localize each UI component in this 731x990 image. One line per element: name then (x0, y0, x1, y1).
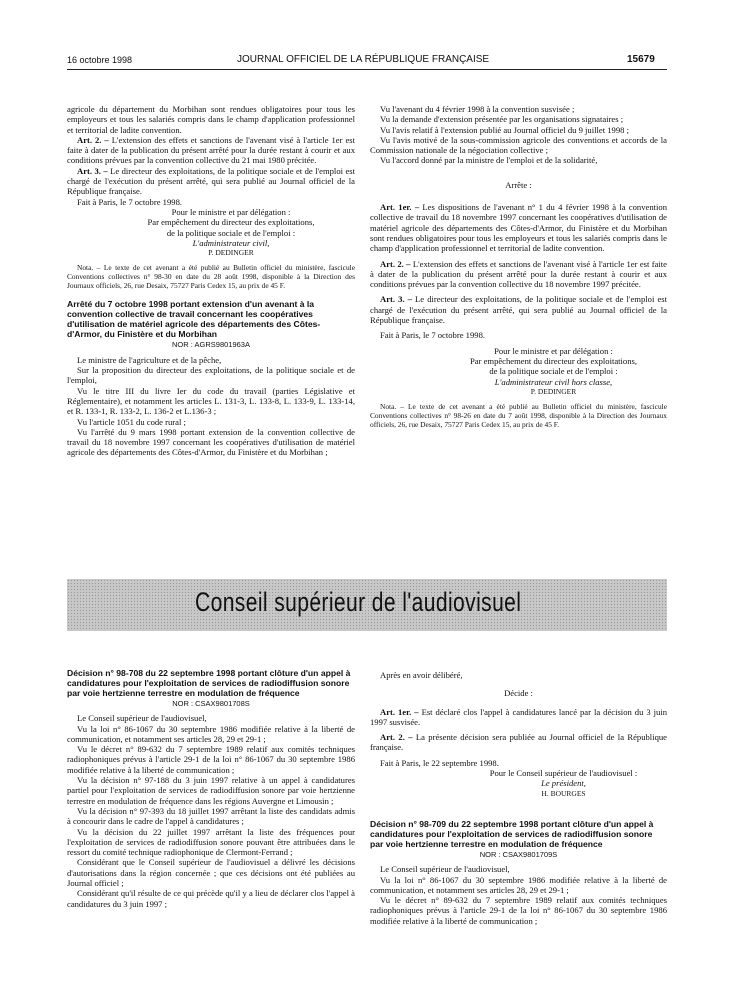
article-text: Les dispositions de l'avenant n° 1 du 4 février 1998 à la convention collective de travail du 18 novembre 1997 concernant les coopératives d'utilisation de matériel agricole des départements des Côtes-d'Armor, du Finistère et du Morbihan sont rendues obligatoires pour tous les employeurs et tous les salariés compris dans le champ d'application professionnel et territorial de ladite convention. (370, 202, 667, 254)
article-2 (370, 732, 667, 753)
nor-reference: NOR : AGRS9801963A (172, 340, 250, 350)
top-right-column (370, 104, 667, 429)
done-line: Fait à Paris, le 7 octobre 1998. (77, 196, 183, 207)
section-title: Conseil supérieur de l'audiovisuel (195, 587, 522, 617)
signature-line: de la politique sociale et de l'emploi : (489, 366, 618, 377)
done-line: Fait à Paris, le 22 septembre 1998. (380, 757, 499, 768)
signature-line: de la politique sociale et de l'emploi : (166, 227, 296, 238)
nota-note: Nota. – Le texte de cet avenant a été publié au Bulletin officiel du ministère, fascicule Conventions collectives n° 98-30 en date du 28 août 1998, disponible à la Direction des Journaux officiels, 26, rue Desaix, 75727 Paris Cedex 15, au prix de 45 F. (67, 263, 355, 291)
signatory-name: P. DEDINGER (208, 248, 254, 258)
signature-line: Le président, (541, 778, 586, 789)
section-banner (67, 579, 667, 631)
header-date: 16 octobre 1998 (67, 55, 133, 65)
paragraph: Considérant qu'il résulte de ce qui précède qu'il y a lieu de déclarer clos l'appel à candidatures du 3 juin 1997 ; (67, 888, 355, 909)
header-page-number: 15679 (627, 54, 655, 65)
arrete-line: Arrête : (505, 179, 532, 190)
top-left-column (67, 104, 355, 458)
header-rule (67, 69, 667, 70)
paragraph: Vu le décret n° 89-632 du 7 septembre 1989 relatif aux comités techniques radiophoniques prévus à l'article 29-1 de la loi n° 86-1067 du 30 septembre 1986 modifiée relative à la liberté de communication ; (370, 895, 667, 926)
paragraph: Considérant que le Conseil supérieur de l'audiovisuel a délivré les décisions d'autorisations dans la région concernée ; que ces décisions ont été publiées au Journal officiel ; (67, 857, 355, 889)
article-text: Le directeur des exploitations, de la politique sociale et de l'emploi est chargé de l'exécution du présent arrêté, qui sera publié au Journal officiel de la République française. (67, 165, 355, 197)
paragraph: Sur la proposition du directeur des exploitations, de la politique sociale et de l'emploi, (67, 365, 355, 386)
paragraph: Après en avoir délibéré, (380, 670, 463, 680)
paragraph: Vu l'article 1051 du code rural ; (77, 416, 186, 427)
signature-line: Pour le ministre et par délégation : (171, 206, 291, 217)
article-1 (370, 202, 667, 253)
decision-title: Décision n° 98-708 du 22 septembre 1998 portant clôture d'un appel à candidatures pour l'exploitation de services de radiodiffusion sonore par voie hertzienne terrestre en modulation de fréquence (67, 668, 351, 698)
paragraph: Vu l'avis relatif à l'extension publié au Journal officiel du 9 juillet 1998 ; (380, 124, 629, 135)
article-label: Art. 3. – (77, 165, 108, 176)
done-line: Fait à Paris, le 7 octobre 1998. (380, 330, 486, 341)
article-label: Art. 3. – (380, 294, 412, 305)
nota-note: Nota. – Le texte de cet avenant a été publié au Bulletin officiel du ministère, fascicule Conventions collectives n° 98-26 en date du 7 août 1998, disponible à la Direction des Journaux officiels, 26, rue Desaix, 75727 Paris Cedex 15, au prix de 45 F. (370, 402, 667, 430)
paragraph: Le Conseil supérieur de l'audiovisuel, (380, 864, 510, 875)
article-text: Le directeur des exploitations, de la politique sociale et de l'emploi est chargé de l'exécution du présent arrêté, qui sera publié au Journal officiel de la République française. (370, 294, 667, 326)
bottom-left-column (67, 668, 355, 909)
paragraph: Vu le décret n° 89-632 du 7 septembre 1989 relatif aux comités techniques radiophoniques prévus à l'article 29-1 de la loi n° 86-1067 du 30 septembre 1986 modifiée relative à la liberté de communication ; (67, 744, 355, 775)
signature-line: Pour le Conseil supérieur de l'audiovisuel : (489, 768, 638, 779)
paragraph: Vu la loi n° 86-1067 du 30 septembre 1986 modifiée relative à la liberté de communication, et notamment ses articles 28, 29 et 29-1 ; (370, 874, 667, 895)
header-journal-title: JOURNAL OFFICIEL DE LA RÉPUBLIQUE FRANÇAISE (237, 54, 490, 65)
paragraph: Le Conseil supérieur de l'audiovisuel, (77, 713, 207, 724)
article-label: Art. 2. – (380, 258, 411, 269)
signatory-name: H. BOURGES (541, 788, 586, 798)
article-text: Est déclaré clos l'appel à candidatures lancé par la décision du 3 juin 1997 susvisée. (370, 706, 667, 727)
paragraph: Vu l'avis motivé de la sous-commission agricole des conventions et accords de la Commission nationale de la négociation collective ; (370, 134, 667, 156)
article-2 (67, 135, 355, 166)
signature-line: Pour le ministre et par délégation : (494, 345, 613, 356)
paragraph: Le ministre de l'agriculture et de la pêche, (77, 354, 222, 365)
article-text: L'extension des effets et sanctions de l'avenant visé à l'article 1er est faite à dater de la publication du présent arrêté pour la durée restant à courir et aux conditions prévues par la convention collective du 18 novembre 1997 précitée. (370, 258, 667, 290)
signature-line: Par empêchement du directeur des exploitations, (469, 355, 638, 366)
decide-line: Décide : (504, 688, 533, 699)
paragraph: Vu la demande d'extension présentée par les organisations signataires ; (380, 114, 624, 125)
page-header (0, 55, 731, 69)
article-3 (67, 166, 355, 197)
article-2 (370, 259, 667, 290)
paragraph: Vu la décision du 22 juillet 1997 arrêtant la liste des fréquences pour l'exploitation de services de radiodiffusion sonore pouvant être attribuées dans le ressort du comité technique radiophonique de Clermont-Ferrand ; (67, 826, 355, 858)
article-3 (370, 294, 667, 325)
paragraph: Vu la loi n° 86-1067 du 30 septembre 1986 modifiée relative à la liberté de communication, et notamment ses articles 28, 29 et 29-1 ; (67, 723, 355, 744)
article-text: L'extension des effets et sanctions de l'avenant visé à l'article 1er est faite à dater de la publication du présent arrêté pour la durée restant à courir et aux conditions prévues par la convention collective du 21 mai 1980 précitée. (67, 134, 355, 166)
article-text: La présente décision sera publiée au Journal officiel de la République française. (370, 732, 667, 753)
article-label: Art. 1er. – (380, 202, 420, 213)
paragraph: agricole du département du Morbihan sont rendues obligatoires pour tous les employeurs et tous les salariés compris dans le champ d'application professionnel et territorial de ladite convention. (67, 104, 355, 135)
paragraph: Vu l'avenant du 4 février 1998 à la convention susvisée ; (380, 104, 575, 114)
signature-line: L'administrateur civil, (192, 237, 270, 248)
article-1 (370, 707, 667, 728)
paragraph: Vu l'arrêté du 9 mars 1998 portant extension de la convention collective de travail du 18 novembre 1997 concernant les coopératives d'utilisation de matériel agricole des départements des Côtes-d'Armor, du Finistère et du Morbihan ; (67, 426, 355, 458)
signature-line: L'administrateur civil hors classe, (494, 376, 613, 387)
paragraph: Vu la décision n° 97-393 du 18 juillet 1997 arrêtant la liste des candidats admis à concourir dans le cadre de l'appel à candidatures ; (67, 805, 355, 827)
article-label: Art. 1er. – (380, 706, 419, 717)
bottom-right-column (370, 670, 667, 926)
signatory-name: P. DEDINGER (530, 386, 577, 396)
nor-reference: NOR : CSAX9801709S (479, 849, 558, 859)
paragraph: Vu l'accord donné par la ministre de l'emploi et de la solidarité, (380, 155, 598, 166)
decree-title: Arrêté du 7 octobre 1998 portant extension d'un avenant à la convention collective de travail concernant les coopératives d'utilisation de matériel agricole des départements des Côtes-d'Armor, du Finistère et du Morbihan (67, 299, 321, 340)
decision-title: Décision n° 98-709 du 22 septembre 1998 portant clôture d'un appel à candidatures pour l'exploitation de services de radiodiffusion sonore par voie hertzienne terrestre en modulation de fréquence (370, 818, 654, 849)
paragraph: Vu la décision n° 97-188 du 3 juin 1997 relative à un appel à candidatures partiel pour l'exploitation de services de radiodiffusion sonore par voie hertzienne terrestre en modulation de fréquence dans les régions Auvergne et Limousin ; (67, 775, 355, 806)
nor-reference: NOR : CSAX9801708S (172, 699, 250, 708)
signature-line: Par empêchement du directeur des exploitations, (147, 217, 315, 228)
paragraph: Vu le titre III du livre Ier du code du travail (parties Législative et Réglementaire), et notamment les articles L. 131-3, L. 133-8, L. 133-9, L. 133-14, et R. 133-1, R. 133-2, L. 136-2 et L.136-3 ; (67, 385, 355, 417)
article-label: Art. 2. – (380, 732, 413, 743)
article-label: Art. 2. – (77, 134, 109, 145)
